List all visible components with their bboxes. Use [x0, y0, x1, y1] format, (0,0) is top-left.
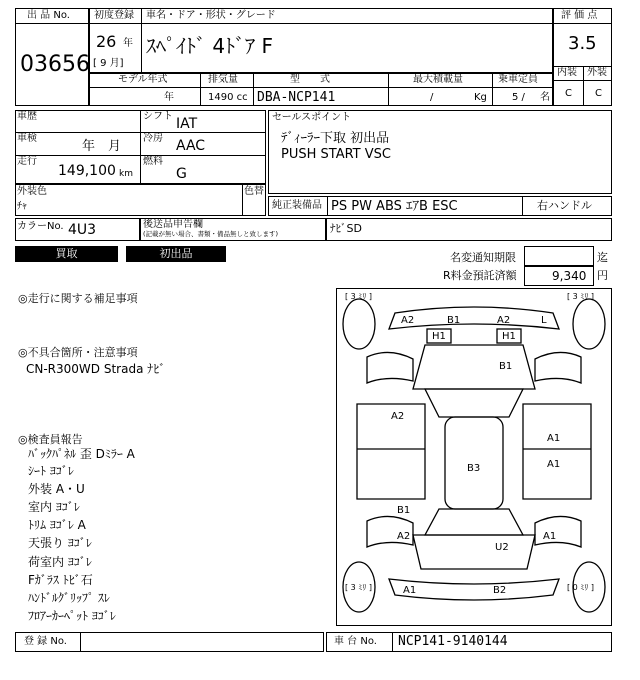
inspector-line: ﾊﾝﾄﾞﾙｸﾞﾘｯﾌﾟ ｽﾚ: [28, 591, 110, 605]
ext-color-value: ﾁｬ: [17, 201, 27, 212]
inspector-line: ｼｰﾄ ﾖｺﾞﾚ: [28, 464, 74, 478]
type-label: 型 式: [290, 74, 330, 85]
inspector-line: 天張り ﾖｺﾞﾚ: [28, 536, 92, 550]
model-year-label: モデル年式: [118, 74, 168, 85]
displacement-label: 排気量: [208, 74, 238, 85]
car-name-label: 車名・ドア・形状・グレード: [146, 10, 276, 21]
displacement-value: 1490 cc: [208, 92, 248, 103]
max-load-unit: Kg: [474, 92, 487, 103]
post-doc-value: ﾅﾋﾞSD: [330, 222, 362, 235]
max-load-label: 最大積載量: [413, 74, 463, 85]
car-diagram: [336, 288, 612, 626]
color-no-label: カラーNo.: [17, 221, 64, 232]
score-value: 3.5: [568, 33, 597, 54]
model-year-value: 年: [164, 92, 174, 103]
post-doc-note: (記載が無い場合、書類・備品無しと致します): [143, 230, 279, 238]
recycle-value: 9,340: [552, 269, 587, 283]
defects-label: ◎不具合箇所・注意事項: [18, 346, 138, 359]
mileage-unit: km: [119, 169, 133, 179]
mark-roof: B3: [467, 463, 481, 474]
mark-hood: B1: [499, 361, 513, 372]
first-reg-year: 26: [96, 32, 117, 51]
mark-front-bumper-4: L: [541, 315, 547, 326]
sales-line-2: PUSH START VSC: [281, 147, 391, 162]
mark-headlight-right: H1: [502, 331, 516, 342]
tire-depth-rr: [ 0 ﾐﾘ ]: [567, 583, 594, 592]
lot-number: 03656: [20, 52, 90, 77]
inspector-line: 外装 A・U: [28, 482, 85, 496]
equipment-label: 純正装備品: [272, 200, 322, 211]
car-name: ｽﾍﾟｲﾄﾞ 4ﾄﾞｱ F: [146, 34, 273, 58]
sales-point-label: セールスポイント: [272, 112, 352, 123]
shift-value: IAT: [176, 116, 198, 132]
max-load-value: /: [430, 92, 434, 103]
mileage-label: 走行: [17, 156, 37, 167]
handle-side: 右ハンドル: [537, 199, 592, 212]
recycle-unit: 円: [597, 269, 608, 282]
ac-label: 冷房: [143, 133, 163, 144]
mileage-value: 149,100: [58, 163, 116, 179]
shift-label: シフト: [143, 111, 173, 122]
equipment-value: PS PW ABS ｴｱB ESC: [331, 199, 458, 214]
mark-front-bumper-2: B1: [447, 315, 461, 326]
mark-left-front-fender: A2: [391, 411, 405, 422]
mark-front-bumper-1: A2: [401, 315, 415, 326]
exterior-grade: C: [595, 88, 602, 99]
lot-label: 出 品 No.: [27, 10, 70, 21]
first-listing-badge: 初出品: [126, 246, 226, 262]
reg-no-label: 登 録 No.: [24, 636, 67, 647]
capacity-value: 5 /: [512, 92, 525, 103]
color-no-value: 4U3: [68, 222, 97, 238]
inspection-value: 年 月: [82, 139, 122, 154]
sales-line-1: ﾃﾞｨｰﾗｰ下取 初出品: [281, 131, 390, 146]
inspector-line: 室内 ﾖｺﾞﾚ: [28, 500, 80, 514]
mark-front-bumper-3: A2: [497, 315, 511, 326]
tire-depth-fl: [ 3 ﾐﾘ ]: [345, 292, 372, 301]
fuel-value: G: [176, 166, 187, 182]
mark-right-quarter: A1: [543, 531, 557, 542]
defects-text: CN-R300WD Strada ﾅﾋﾞ: [26, 362, 166, 376]
recolor-label: 色替: [244, 186, 264, 197]
car-outline-icon: [337, 289, 611, 625]
mark-rear-bumper-left: A1: [403, 585, 417, 596]
mark-rear-bumper: B2: [493, 585, 507, 596]
inspector-line: 荷室内 ﾖｺﾞﾚ: [28, 555, 92, 569]
mark-right-door-rear: A1: [547, 459, 561, 470]
fuel-label: 燃料: [143, 156, 163, 167]
tire-depth-rl: [ 3 ﾐﾘ ]: [345, 583, 372, 592]
notice-label: 名変通知期限: [450, 251, 516, 264]
post-doc-label: 後送品申告欄: [143, 219, 203, 230]
ac-value: AAC: [176, 138, 206, 154]
mark-trunk: U2: [495, 542, 509, 553]
history-label: 車歴: [17, 111, 37, 122]
interior-label: 内装: [557, 67, 577, 78]
recycle-label: R料金預託済額: [443, 269, 517, 282]
chassis-no-label: 車 台 No.: [334, 636, 377, 647]
inspector-line: ﾌﾛｱｰｶｰﾍﾟｯﾄ ﾖｺﾞﾚ: [28, 609, 116, 623]
mark-left-rear-door: B1: [397, 505, 411, 516]
mark-headlight-left: H1: [432, 331, 446, 342]
mark-left-quarter: A2: [397, 531, 411, 542]
tire-depth-fr: [ 3 ﾐﾘ ]: [567, 292, 594, 301]
score-label: 評 価 点: [561, 10, 598, 21]
first-reg-label: 初度登録: [94, 10, 134, 21]
post-doc-value-box: [326, 218, 612, 241]
inspector-line: ﾊﾞｯｸﾊﾟﾈﾙ 歪 Dﾐﾗｰ A: [28, 447, 135, 461]
capacity-label: 乗車定員: [498, 74, 538, 85]
notice-unit: 迄: [597, 251, 608, 264]
ext-color-label: 外装色: [17, 186, 47, 197]
type-value: DBA-NCP141: [257, 90, 336, 105]
capacity-unit: 名: [540, 92, 550, 103]
inspector-line: Fｶﾞﾗｽ ﾄﾋﾞ石: [28, 573, 93, 587]
notice-value-box: [524, 246, 594, 266]
purchase-badge: 買取: [15, 246, 118, 262]
exterior-label: 外装: [587, 67, 607, 78]
inspector-label: ◎検査員報告: [18, 433, 83, 446]
inspection-label: 車検: [17, 133, 37, 144]
ext-color-box: [15, 184, 266, 216]
chassis-no-value: NCP141-9140144: [398, 634, 508, 649]
inspector-line: ﾄﾘﾑ ﾖｺﾞﾚ A: [28, 518, 86, 532]
driving-notes-label: ◎走行に関する補足事項: [18, 292, 138, 305]
first-reg-month: [ 9 月]: [93, 58, 124, 69]
mark-right-door-front: A1: [547, 433, 561, 444]
first-reg-year-unit: 年: [123, 38, 133, 49]
interior-grade: C: [565, 88, 572, 99]
